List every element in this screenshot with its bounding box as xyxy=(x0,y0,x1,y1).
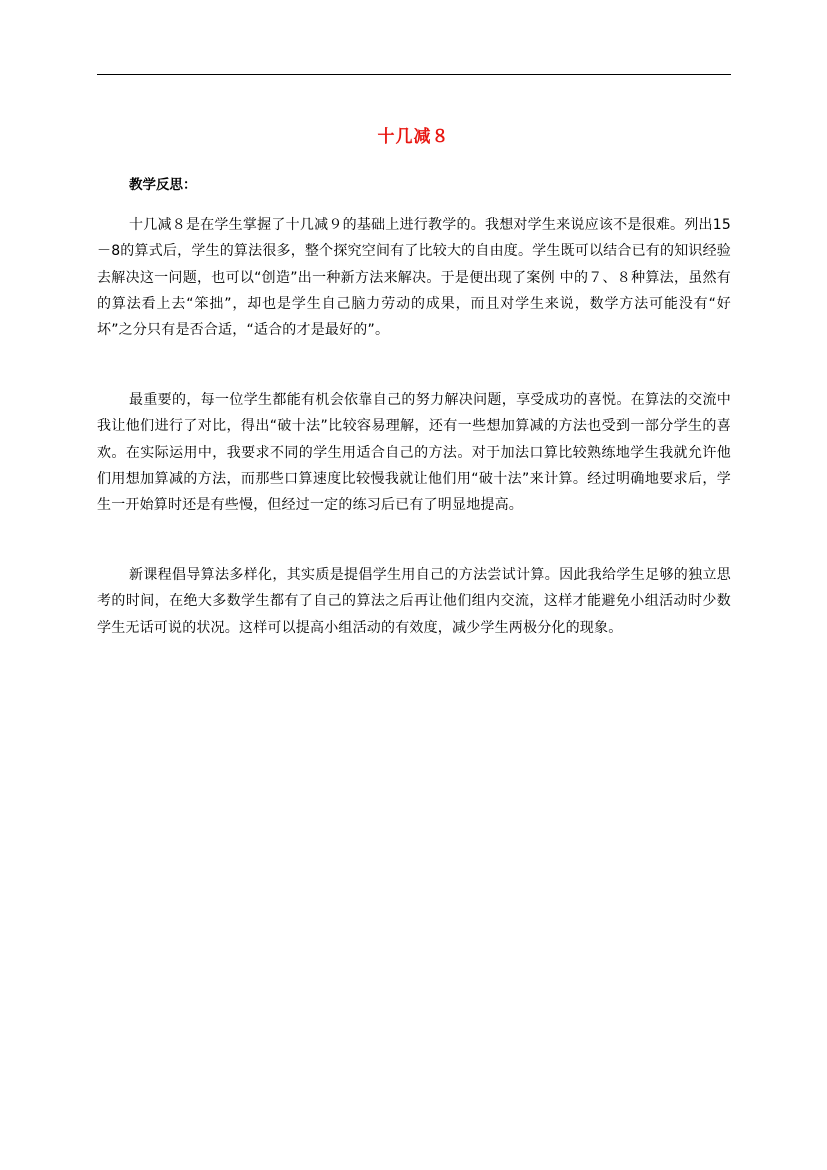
paragraph-1: 十几减８是在学生掌握了十几减９的基础上进行教学的。我想对学生来说应该不是很难。列出15－8的算式后，学生的算法很多，整个探究空间有了比较大的自由度。学生既可以结合已有的知识经验去解决这一问题，也可以“创造”出一种新方法来解决。于是便出现了案例 中的７、８种算法，虽然有的算法看上去“笨拙”，却也是学生自己脑力劳动的成果，而且对学生来说，数学方法可能没有“好坏”之分只有是否合适，“适合的才是最好的”。 xyxy=(97,217,731,339)
document-title: 十几减８ xyxy=(377,127,450,147)
header-rule xyxy=(97,74,731,75)
paragraph-3: 新课程倡导算法多样化，其实质是提倡学生用自己的方法尝试计算。因此我给学生足够的独立思考的时间，在绝大多数学生都有了自己的算法之后再让他们组内交流，这样才能避免小组活动时少数学生无话可说的状况。这样可以提高小组活动的有效度，减少学生两极分化的现象。 xyxy=(97,567,731,636)
paragraph-2: 最重要的，每一位学生都能有机会依靠自己的努力解决问题，享受成功的喜悦。在算法的交流中我让他们进行了对比，得出“破十法”比较容易理解，还有一些想加算减的方法也受到一部分学生的喜欢。在实际运用中，我要求不同的学生用适合自己的方法。对于加法口算比较熟练地学生我就允许他们用想加算减的方法，而那些口算速度比较慢我就让他们用“破十法”来计算。经过明确地要求后，学生一开始算时还是有些慢，但经过一定的练习后已有了明显地提高。 xyxy=(97,392,731,514)
section-heading: 教学反思： xyxy=(129,177,197,193)
